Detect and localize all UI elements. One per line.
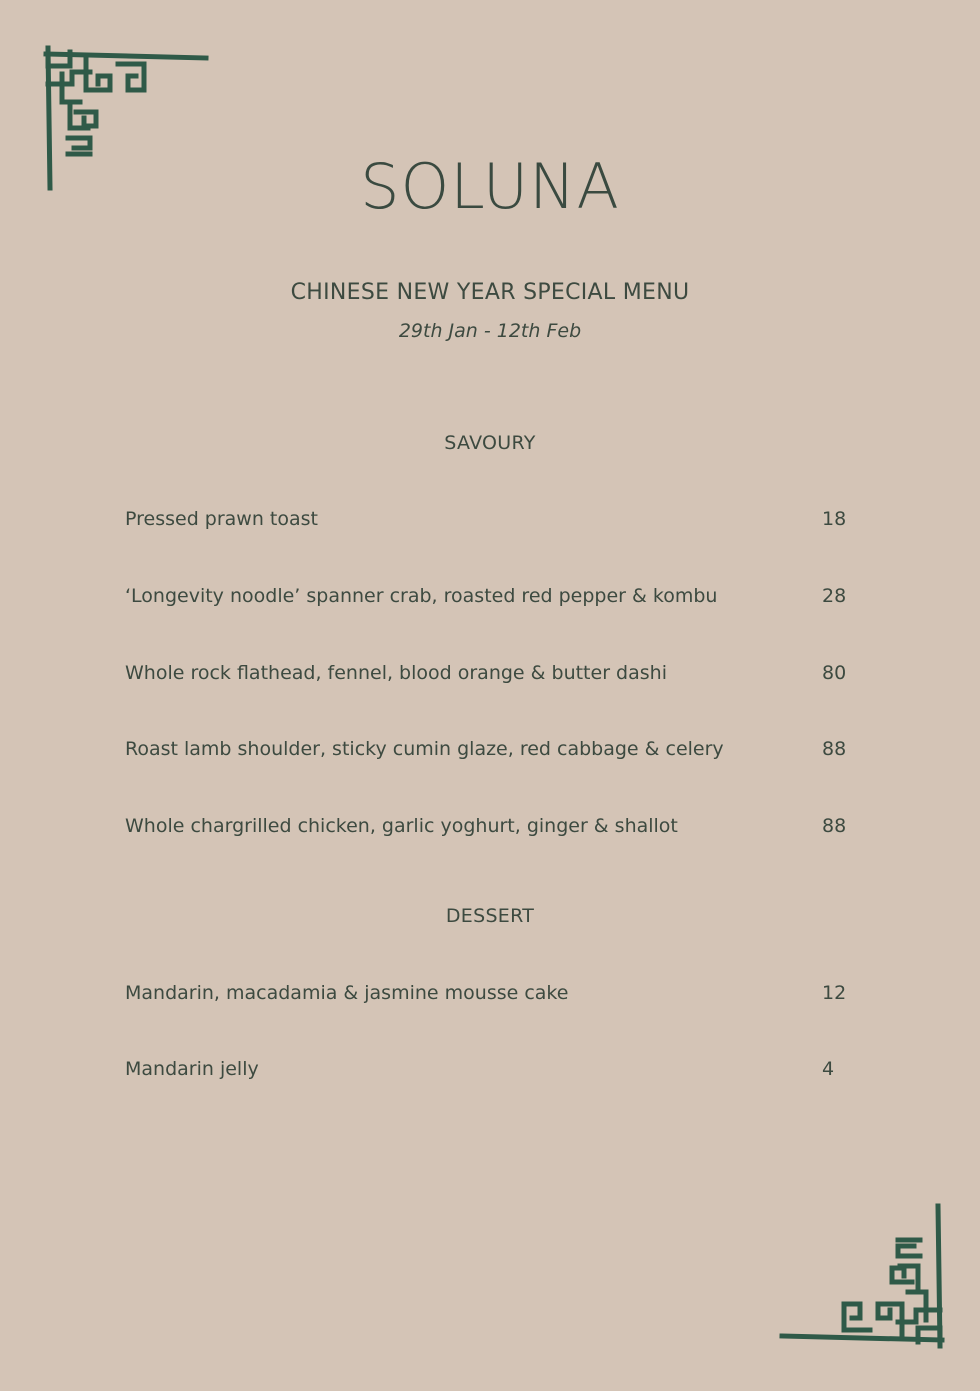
menu-item-price: 88	[822, 738, 847, 760]
menu-item-name: Mandarin, macadamia & jasmine mousse cake	[125, 982, 569, 1004]
menu-item-name: ‘Longevity noodle’ spanner crab, roasted red pepper & kombu	[125, 585, 718, 607]
menu-item	[125, 812, 865, 840]
menu-item-price: 18	[822, 508, 847, 530]
menu-item-name: Mandarin jelly	[125, 1058, 259, 1080]
menu-item	[125, 979, 865, 1007]
menu-item-price: 80	[822, 662, 847, 684]
menu-item-name: Whole rock flathead, fennel, blood orange & butter dashi	[125, 662, 667, 684]
menu-item	[125, 582, 865, 610]
menu-item	[125, 659, 865, 687]
menu-title: CHINESE NEW YEAR SPECIAL MENU	[290, 280, 690, 305]
menu-item-name: Pressed prawn toast	[125, 508, 318, 530]
chinese-fret-corner-icon	[776, 1200, 948, 1352]
menu-item	[125, 735, 865, 763]
menu-item-price: 28	[822, 585, 847, 607]
menu-item-name: Whole chargrilled chicken, garlic yoghurt, ginger & shallot	[125, 815, 678, 837]
menu-dates: 29th Jan - 12th Feb	[398, 320, 582, 342]
menu-item-price: 12	[822, 982, 847, 1004]
menu-item	[125, 1055, 865, 1083]
menu-item	[125, 505, 865, 533]
section-heading-savoury: SAVOURY	[444, 432, 536, 454]
menu-item-name: Roast lamb shoulder, sticky cumin glaze, red cabbage & celery	[125, 738, 724, 760]
menu-item-price: 88	[822, 815, 847, 837]
restaurant-brand-logo: SOLUNA	[360, 150, 620, 223]
menu-item-price: 4	[822, 1058, 835, 1080]
section-heading-dessert: DESSERT	[445, 905, 535, 927]
